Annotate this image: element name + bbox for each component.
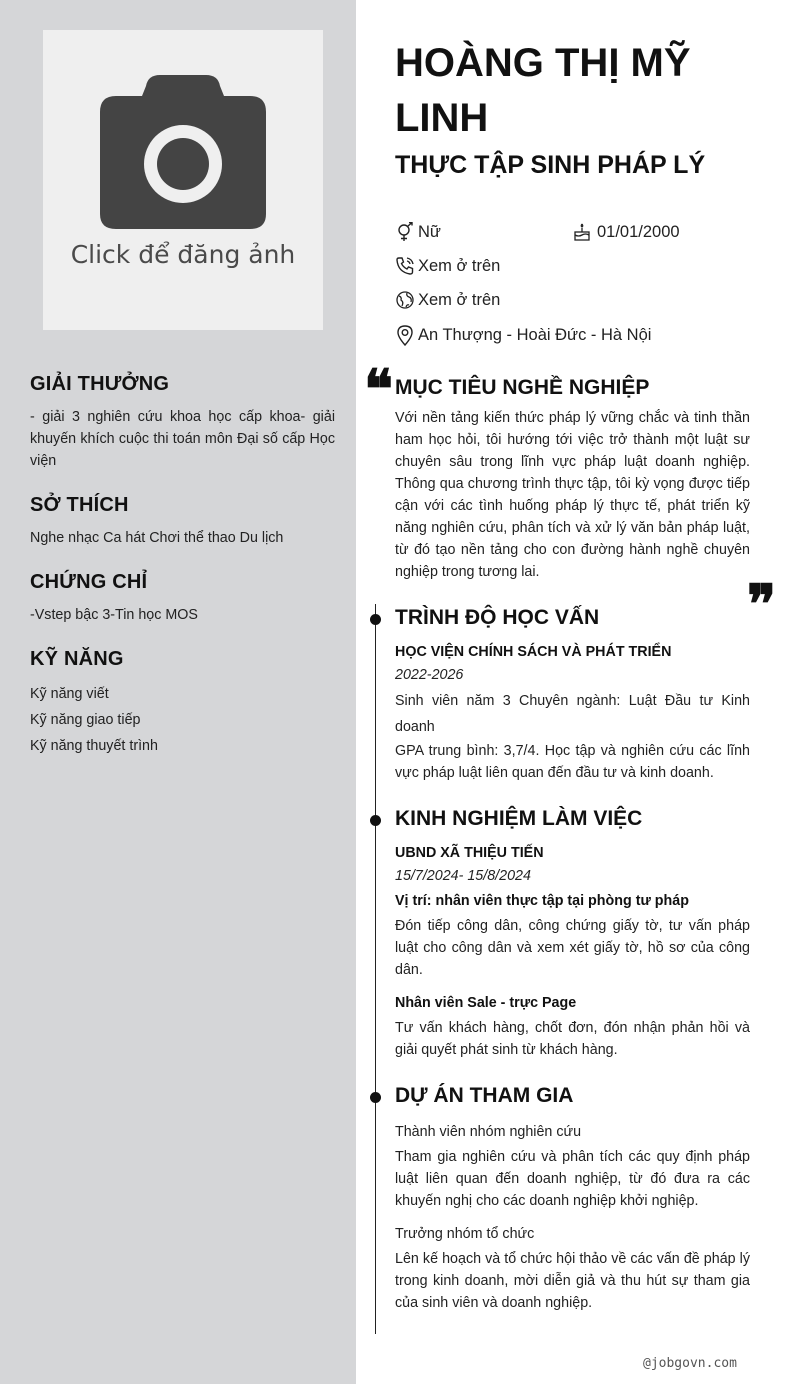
skill-item: Kỹ năng thuyết trình <box>30 738 158 754</box>
certificates-section <box>30 571 335 626</box>
project-description: Tham gia nghiên cứu và phân tích các quy định pháp luật liên quan đến doanh nghiệp, từ đó đưa ra các khuyến nghị cho các doanh nghiệp khởi nghiệp. <box>395 1149 750 1209</box>
close-quote-icon: ❞ <box>747 572 777 636</box>
open-quote-icon: ❝ <box>364 357 394 421</box>
objective-title: MỤC TIÊU NGHỀ NGHIỆP <box>395 376 650 399</box>
experience-company: UBND XÃ THIỆU TIẾN <box>395 845 544 861</box>
awards-section <box>30 373 335 472</box>
birthday-cake-icon <box>573 222 591 242</box>
certificates-text: -Vstep bậc 3-Tin học MOS <box>30 607 198 623</box>
education-gpa: GPA trung bình: 3,7/4. Học tập và nghiên cứu các lĩnh vực pháp luật liên quan đến đầu tư và kinh doanh. <box>395 743 750 781</box>
skill-item: Kỹ năng giao tiếp <box>30 712 141 728</box>
timeline-dot <box>370 614 381 625</box>
phone-value: Xem ở trên <box>418 256 501 275</box>
timeline-dot <box>370 815 381 826</box>
certificates-title: CHỨNG CHỈ <box>30 571 148 593</box>
awards-text: - giải 3 nghiên cứu khoa học cấp khoa- giải khuyến khích cuộc thi toán môn Đại số cấp Học viện <box>30 409 335 469</box>
experience-period: 15/7/2024- 15/8/2024 <box>395 868 531 884</box>
address-value: An Thượng - Hoài Đức - Hà Nội <box>418 325 652 344</box>
education-major: Sinh viên năm 3 Chuyên ngành: Luật Đầu tư Kinh doanh <box>395 693 750 735</box>
timeline-dot <box>370 1092 381 1103</box>
experience-role: Nhân viên Sale - trực Page <box>395 995 577 1011</box>
candidate-name: HOÀNG THỊ MỸ LINH <box>395 41 691 140</box>
education-title: TRÌNH ĐỘ HỌC VẤN <box>395 606 600 629</box>
experience-description: Đón tiếp công dân, công chứng giấy tờ, tư vấn pháp luật cho công dân và xem xét giấy tờ, hồ sơ của công dân. <box>395 918 750 978</box>
email-row <box>395 290 500 310</box>
camera-icon <box>100 74 266 230</box>
globe-icon <box>395 290 415 310</box>
job-title: THỰC TẬP SINH PHÁP LÝ <box>395 151 706 179</box>
birthdate-value: 01/01/2000 <box>597 222 680 241</box>
timeline-line <box>375 604 376 1334</box>
project-role: Thành viên nhóm nghiên cứu <box>395 1124 582 1140</box>
hobbies-title: SỞ THÍCH <box>30 494 129 516</box>
education-school: HỌC VIỆN CHÍNH SÁCH VÀ PHÁT TRIỂN <box>395 644 672 660</box>
experience-role: Vị trí: nhân viên thực tập tại phòng tư pháp <box>395 893 689 909</box>
email-value: Xem ở trên <box>418 290 501 309</box>
project-role: Trưởng nhóm tổ chức <box>395 1226 535 1242</box>
phone-icon <box>395 256 415 276</box>
skill-item: Kỹ năng viết <box>30 686 109 702</box>
photo-upload[interactable] <box>43 30 323 330</box>
footer-watermark: @jobgovn.com <box>643 1356 737 1371</box>
photo-upload-label: Click để đăng ảnh <box>70 240 296 269</box>
gender-icon <box>395 222 415 242</box>
skills-title: KỸ NĂNG <box>30 648 124 670</box>
awards-title: GIẢI THƯỞNG <box>30 373 170 395</box>
project-description: Lên kế hoạch và tổ chức hội thảo về các vấn đề pháp lý trong kinh doanh, mời diễn giả và thu hút sự tham gia của sinh viên và doanh nghiệp. <box>395 1251 750 1311</box>
skills-section <box>30 648 335 759</box>
phone-row <box>395 256 500 276</box>
education-period: 2022-2026 <box>395 667 464 683</box>
experience-description: Tư vấn khách hàng, chốt đơn, đón nhận phản hồi và giải quyết phát sinh từ khách hàng. <box>395 1020 750 1058</box>
hobbies-section <box>30 494 335 549</box>
hobbies-text: Nghe nhạc Ca hát Chơi thể thao Du lịch <box>30 530 284 546</box>
address-row <box>395 324 651 346</box>
birthdate-row <box>573 222 680 242</box>
projects-title: DỰ ÁN THAM GIA <box>395 1084 574 1107</box>
gender-value: Nữ <box>418 222 441 241</box>
gender-row <box>395 222 441 242</box>
map-pin-icon <box>395 324 415 346</box>
experience-title: KINH NGHIỆM LÀM VIỆC <box>395 807 643 830</box>
objective-text: Với nền tảng kiến thức pháp lý vững chắc và tinh thần ham học hỏi, tôi hướng tới việc trở thành một luật sư chuyên sâu trong lĩnh vực pháp luật doanh nghiệp. Thông qua chương trình thực tập, tôi kỳ vọng được tiếp cận với các tình huống pháp lý thực tế, phát triển kỹ năng nghiên cứu, phân tích và xử lý văn bản pháp luật, từ đó tạo nền tảng cho con đường hành nghề chuyên nghiệp trong tương lai. <box>395 410 750 580</box>
